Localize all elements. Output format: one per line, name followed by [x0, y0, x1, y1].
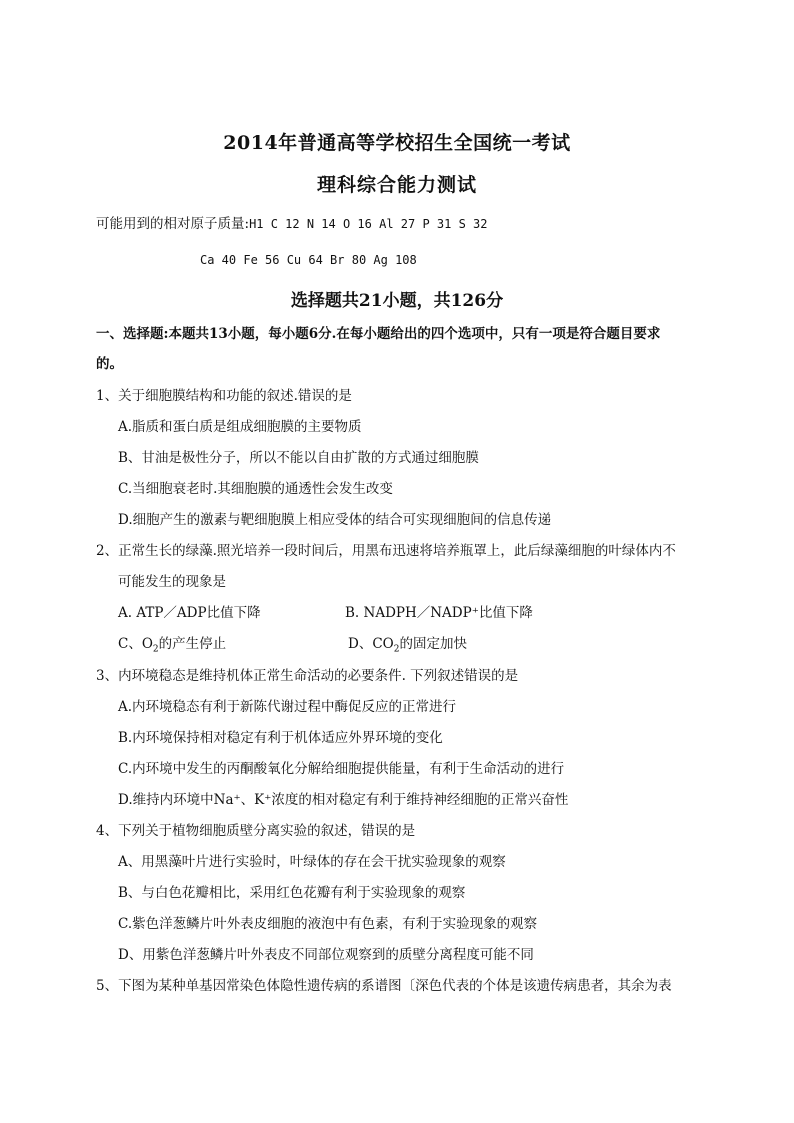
question-1-stem: 1、关于细胞膜结构和功能的叙述.错误的是: [96, 388, 352, 404]
question-4-stem: 4、下列关于植物细胞质壁分离实验的叙述，错误的是: [96, 823, 416, 839]
question-3-option-a: A.内环境稳态有利于新陈代谢过程中酶促反应的正常进行: [118, 699, 457, 715]
question-4-option-a: A、用黑藻叶片进行实验时，叶绿体的存在会干扰实验现象的观察: [118, 854, 506, 870]
page-subtitle: 理科综合能力测试: [316, 174, 477, 196]
question-2-option-a: A. ATP／ADP比值下降: [118, 605, 261, 621]
question-2-option-b: B. NADPH／NADP⁺比值下降: [345, 605, 533, 621]
question-2-stem-continued: 可能发生的现象是: [118, 574, 226, 590]
atomic-mass-values-2: Ca 40 Fe 56 Cu 64 Br 80 Ag 108: [200, 253, 417, 267]
question-1-option-b: B、甘油是极性分子，所以不能以自由扩散的方式通过细胞膜: [118, 450, 479, 466]
question-1-option-a: A.脂质和蛋白质是组成细胞膜的主要物质: [118, 419, 362, 435]
instructions-line-2: 的。: [96, 356, 123, 372]
atomic-mass-label: 可能用到的相对原子质量:: [96, 216, 250, 232]
question-5-stem: 5、下图为某种单基因常染色体隐性遗传病的系谱图〔深色代表的个体是该遗传病患者，其余为表: [96, 978, 672, 994]
question-4-option-b: B、与白色花瓣相比，采用红色花瓣有利于实验现象的观察: [118, 885, 466, 901]
question-1-option-d: D.细胞产生的激素与靶细胞膜上相应受体的结合可实现细胞间的信息传递: [118, 512, 552, 528]
question-3-option-c: C.内环境中发生的丙酮酸氧化分解给细胞提供能量，有利于生命活动的进行: [118, 761, 565, 777]
page-title: 2014年普通高等学校招生全国统一考试: [223, 132, 571, 154]
question-3-option-d: D.维持内环境中Na⁺、K⁺浓度的相对稳定有利于维持神经细胞的正常兴奋性: [118, 792, 569, 808]
atomic-mass-line-1: [96, 214, 487, 234]
atomic-mass-values-1: H1 C 12 N 14 O 16 Al 27 P 31 S 32: [249, 217, 488, 231]
section-title: 选择题共21小题，共126分: [290, 291, 504, 311]
question-4-option-c: C.紫色洋葱鳞片叶外表皮细胞的液泡中有色素，有利于实验现象的观察: [118, 916, 538, 932]
question-2-option-c: C、$O_2$的产生停止: [118, 636, 227, 655]
question-4-option-d: D、用紫色洋葱鳞片叶外表皮不同部位观察到的质壁分离程度可能不同: [118, 947, 534, 963]
question-3-stem: 3、内环境稳态是维持机体正常生命活动的必要条件. 下列叙述错误的是: [96, 668, 519, 684]
question-3-option-b: B.内环境保持相对稳定有利于机体适应外界环境的变化: [118, 730, 443, 746]
question-2-option-d: D、$CO_2$的固定加快: [348, 636, 467, 655]
question-2-stem: 2、正常生长的绿藻.照光培养一段时间后，用黑布迅速将培养瓶罩上，此后绿藻细胞的叶绿体内不: [96, 543, 676, 559]
instructions-line-1: 一、选择题:本题共13小题，每小题6分.在每小题给出的四个选项中，只有一项是符合题目要求: [96, 326, 661, 342]
question-1-option-c: C.当细胞衰老时.其细胞膜的通透性会发生改变: [118, 481, 393, 497]
